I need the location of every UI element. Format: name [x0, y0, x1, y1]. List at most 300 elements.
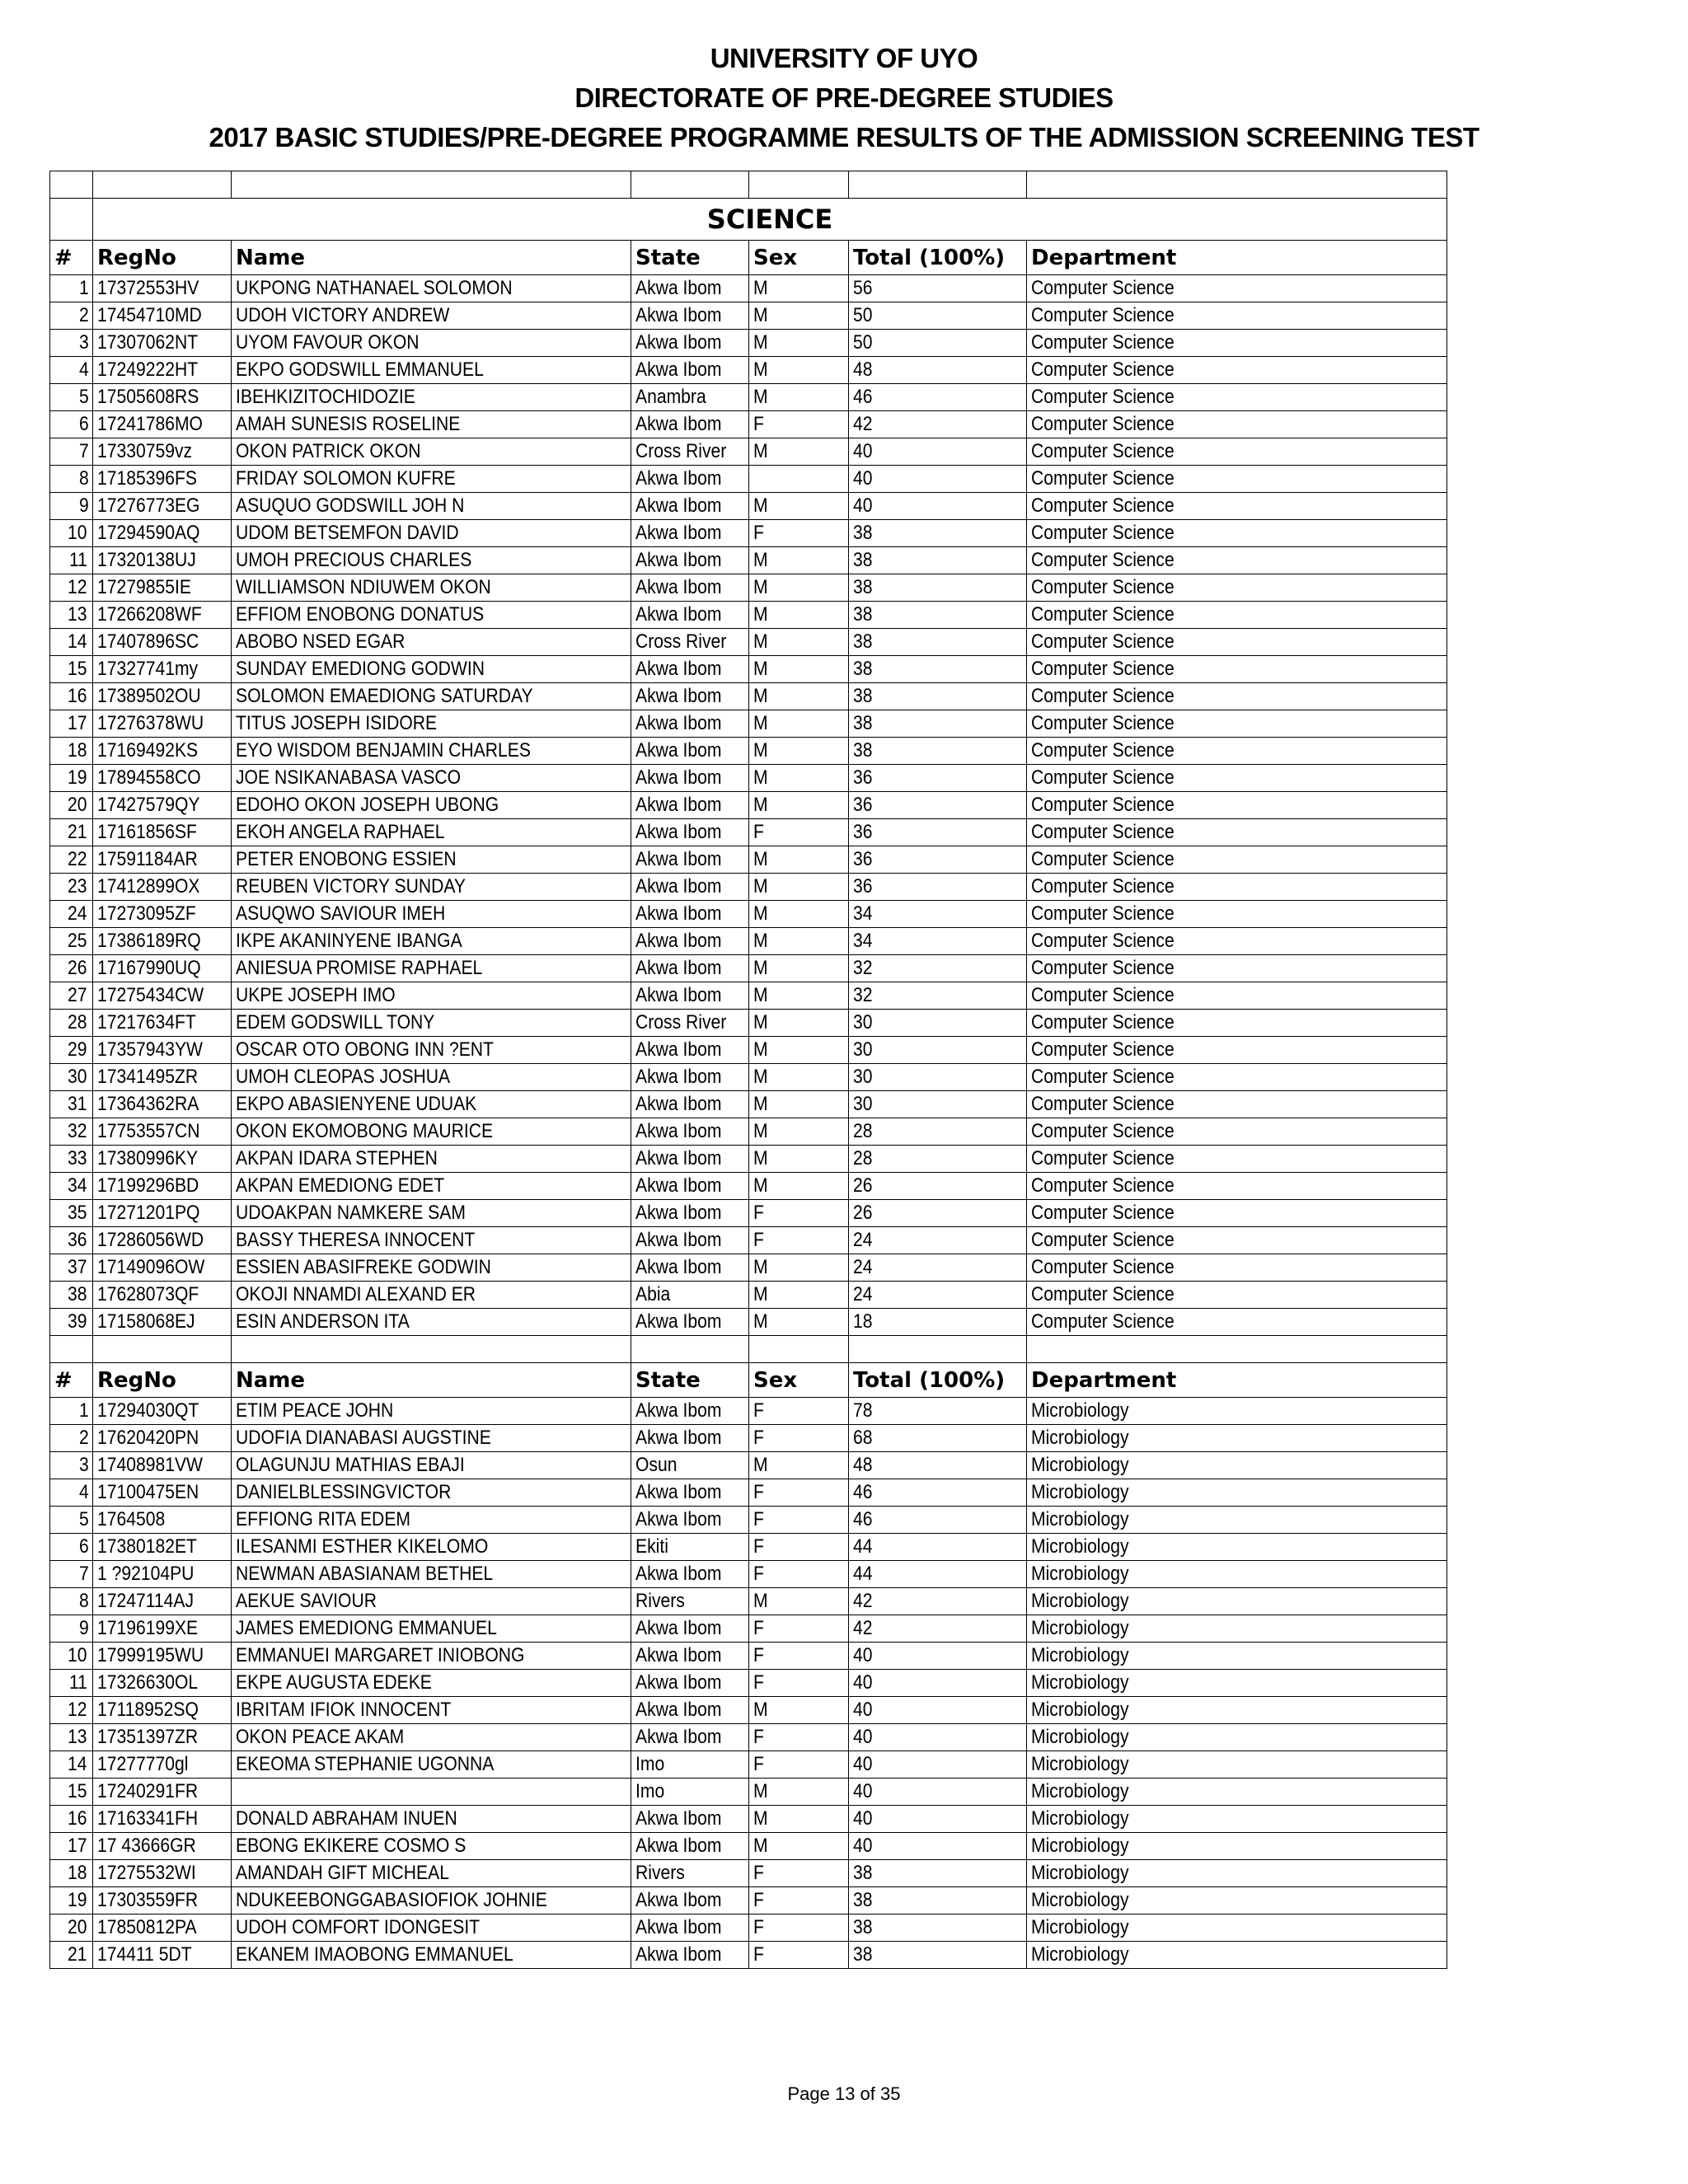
column-header-row-number: #	[50, 1363, 93, 1398]
results-table	[49, 171, 1447, 1969]
reg-no: 17247114AJ	[93, 1588, 232, 1615]
department: Computer Science	[1027, 438, 1447, 466]
reg-no: 17326630OL	[93, 1670, 232, 1697]
blank-cell	[1027, 171, 1447, 199]
reg-no: 17412899OX	[93, 874, 232, 901]
table-row	[50, 1915, 1447, 1942]
row-number: 21	[50, 819, 93, 846]
name: SUNDAY EMEDIONG GODWIN	[232, 656, 631, 683]
directorate-title: DIRECTORATE OF PRE-DEGREE STUDIES	[574, 82, 1114, 113]
sex: M	[749, 765, 849, 792]
blank-cell	[631, 171, 749, 199]
department: Computer Science	[1027, 1146, 1447, 1173]
name: EDOHO OKON JOSEPH UBONG	[232, 792, 631, 819]
table-row	[50, 710, 1447, 738]
name: NEWMAN ABASIANAM BETHEL	[232, 1561, 631, 1588]
name: EKOH ANGELA RAPHAEL	[232, 819, 631, 846]
row-number: 39	[50, 1309, 93, 1336]
total-score: 38	[849, 547, 1027, 574]
department: Computer Science	[1027, 1010, 1447, 1037]
row-number: 25	[50, 928, 93, 955]
department: Microbiology	[1027, 1643, 1447, 1670]
name: ILESANMI ESTHER KIKELOMO	[232, 1534, 631, 1561]
department: Computer Science	[1027, 765, 1447, 792]
name: UDOH COMFORT IDONGESIT	[232, 1915, 631, 1942]
sex: M	[749, 792, 849, 819]
name: JOE NSIKANABASA VASCO	[232, 765, 631, 792]
table-row	[50, 1010, 1447, 1037]
department: Computer Science	[1027, 901, 1447, 928]
name: EFFIONG RITA EDEM	[232, 1507, 631, 1534]
state: Akwa Ibom	[631, 1479, 749, 1507]
department: Computer Science	[1027, 384, 1447, 411]
row-number: 10	[50, 520, 93, 547]
department: Computer Science	[1027, 1091, 1447, 1118]
state: Akwa Ibom	[631, 1037, 749, 1064]
department: Computer Science	[1027, 411, 1447, 438]
total-score: 40	[849, 493, 1027, 520]
row-number: 24	[50, 901, 93, 928]
department: Computer Science	[1027, 846, 1447, 874]
state: Akwa Ibom	[631, 846, 749, 874]
reg-no: 17275434CW	[93, 982, 232, 1010]
university-title: UNIVERSITY OF UYO	[710, 43, 978, 73]
total-score: 34	[849, 928, 1027, 955]
sex: F	[749, 1398, 849, 1425]
total-score: 56	[849, 275, 1027, 302]
blank-cell	[749, 1336, 849, 1363]
row-number: 33	[50, 1146, 93, 1173]
department: Computer Science	[1027, 302, 1447, 330]
state: Akwa Ibom	[631, 1064, 749, 1091]
row-number: 30	[50, 1064, 93, 1091]
sex: F	[749, 1425, 849, 1452]
row-number: 8	[50, 466, 93, 493]
state: Akwa Ibom	[631, 928, 749, 955]
total-score: 36	[849, 874, 1027, 901]
department: Computer Science	[1027, 1037, 1447, 1064]
name: OLAGUNJU MATHIAS EBAJI	[232, 1452, 631, 1479]
row-number: 36	[50, 1227, 93, 1254]
total-score: 42	[849, 1615, 1027, 1643]
name: DANIELBLESSINGVICTOR	[232, 1479, 631, 1507]
table-row	[50, 792, 1447, 819]
total-score: 46	[849, 1479, 1027, 1507]
reg-no: 1764508	[93, 1507, 232, 1534]
reg-no: 17364362RA	[93, 1091, 232, 1118]
department: Computer Science	[1027, 955, 1447, 982]
table-row	[50, 520, 1447, 547]
table-row	[50, 1118, 1447, 1146]
reg-no: 17753557CN	[93, 1118, 232, 1146]
column-header-state: State	[631, 241, 749, 275]
row-number: 15	[50, 656, 93, 683]
name: ESSIEN ABASIFREKE GODWIN	[232, 1254, 631, 1282]
row-number: 16	[50, 1806, 93, 1833]
sex: M	[749, 1146, 849, 1173]
sex: M	[749, 1037, 849, 1064]
name: EKEOMA STEPHANIE UGONNA	[232, 1751, 631, 1779]
state: Akwa Ibom	[631, 1146, 749, 1173]
row-number: 3	[50, 1452, 93, 1479]
blank-cell	[749, 171, 849, 199]
state: Akwa Ibom	[631, 1915, 749, 1942]
sex: F	[749, 1670, 849, 1697]
sex: M	[749, 330, 849, 357]
department: Computer Science	[1027, 738, 1447, 765]
state: Akwa Ibom	[631, 1670, 749, 1697]
total-score: 40	[849, 1724, 1027, 1751]
name: UMOH PRECIOUS CHARLES	[232, 547, 631, 574]
reg-no: 17999195WU	[93, 1643, 232, 1670]
table-row	[50, 901, 1447, 928]
total-score: 40	[849, 1697, 1027, 1724]
sex: M	[749, 846, 849, 874]
reg-no: 17372553HV	[93, 275, 232, 302]
state: Akwa Ibom	[631, 411, 749, 438]
reg-no: 17351397ZR	[93, 1724, 232, 1751]
reg-no: 17277770gl	[93, 1751, 232, 1779]
column-header-sex: Sex	[749, 241, 849, 275]
department: Microbiology	[1027, 1779, 1447, 1806]
table-row	[50, 1751, 1447, 1779]
reg-no: 17149096OW	[93, 1254, 232, 1282]
row-number: 14	[50, 629, 93, 656]
name: REUBEN VICTORY SUNDAY	[232, 874, 631, 901]
row-number: 20	[50, 792, 93, 819]
sex: M	[749, 1779, 849, 1806]
column-header-department: Department	[1027, 1363, 1447, 1398]
table-row	[50, 1588, 1447, 1615]
table-row	[50, 411, 1447, 438]
sex: M	[749, 438, 849, 466]
state: Cross River	[631, 1010, 749, 1037]
department: Microbiology	[1027, 1398, 1447, 1425]
department: Computer Science	[1027, 466, 1447, 493]
reg-no: 17185396FS	[93, 466, 232, 493]
state: Akwa Ibom	[631, 955, 749, 982]
name: EKPO ABASIENYENE UDUAK	[232, 1091, 631, 1118]
department: Computer Science	[1027, 602, 1447, 629]
total-score: 38	[849, 629, 1027, 656]
name: IBEHKIZITOCHIDOZIE	[232, 384, 631, 411]
reg-no: 17276378WU	[93, 710, 232, 738]
state: Akwa Ibom	[631, 901, 749, 928]
total-score: 38	[849, 710, 1027, 738]
department: Computer Science	[1027, 520, 1447, 547]
state: Akwa Ibom	[631, 819, 749, 846]
reg-no: 17591184AR	[93, 846, 232, 874]
total-score: 38	[849, 683, 1027, 710]
sex: M	[749, 275, 849, 302]
reg-no: 17454710MD	[93, 302, 232, 330]
state: Akwa Ibom	[631, 1833, 749, 1860]
row-number: 1	[50, 275, 93, 302]
name: ABOBO NSED EGAR	[232, 629, 631, 656]
name: OKON EKOMOBONG MAURICE	[232, 1118, 631, 1146]
table-row	[50, 1227, 1447, 1254]
column-header-total-score: Total (100%)	[849, 241, 1027, 275]
table-row	[50, 1534, 1447, 1561]
department: Microbiology	[1027, 1507, 1447, 1534]
row-number: 19	[50, 765, 93, 792]
table-row	[50, 1091, 1447, 1118]
sex: M	[749, 901, 849, 928]
department: Microbiology	[1027, 1452, 1447, 1479]
table-row	[50, 1479, 1447, 1507]
row-number: 2	[50, 1425, 93, 1452]
state: Anambra	[631, 384, 749, 411]
state: Akwa Ibom	[631, 302, 749, 330]
reg-no: 17357943YW	[93, 1037, 232, 1064]
department: Computer Science	[1027, 275, 1447, 302]
state: Akwa Ibom	[631, 765, 749, 792]
total-score: 24	[849, 1254, 1027, 1282]
department: Microbiology	[1027, 1724, 1447, 1751]
row-number: 21	[50, 1942, 93, 1969]
total-score: 40	[849, 466, 1027, 493]
department: Microbiology	[1027, 1887, 1447, 1915]
reg-no: 17505608RS	[93, 384, 232, 411]
reg-no: 1 ?92104PU	[93, 1561, 232, 1588]
column-header-state: State	[631, 1363, 749, 1398]
sex: M	[749, 1588, 849, 1615]
table-row	[50, 1398, 1447, 1425]
total-score: 36	[849, 792, 1027, 819]
sex: F	[749, 1534, 849, 1561]
total-score: 40	[849, 1643, 1027, 1670]
table-row	[50, 1942, 1447, 1969]
table-row	[50, 574, 1447, 602]
total-score: 38	[849, 738, 1027, 765]
row-number: 28	[50, 1010, 93, 1037]
state: Akwa Ibom	[631, 1887, 749, 1915]
name: IBRITAM IFIOK INNOCENT	[232, 1697, 631, 1724]
row-number: 12	[50, 1697, 93, 1724]
table-row	[50, 982, 1447, 1010]
results-table-body	[50, 171, 1447, 1969]
department: Computer Science	[1027, 1173, 1447, 1200]
state: Akwa Ibom	[631, 683, 749, 710]
state: Akwa Ibom	[631, 1398, 749, 1425]
name: UKPONG NATHANAEL SOLOMON	[232, 275, 631, 302]
total-score: 40	[849, 438, 1027, 466]
sex: M	[749, 493, 849, 520]
row-number: 13	[50, 602, 93, 629]
total-score: 40	[849, 1751, 1027, 1779]
row-number: 4	[50, 357, 93, 384]
table-row	[50, 438, 1447, 466]
name: UMOH CLEOPAS JOSHUA	[232, 1064, 631, 1091]
reg-no: 174411 5DT	[93, 1942, 232, 1969]
total-score: 40	[849, 1779, 1027, 1806]
column-header-sex: Sex	[749, 1363, 849, 1398]
name: ETIM PEACE JOHN	[232, 1398, 631, 1425]
row-number: 23	[50, 874, 93, 901]
row-number: 9	[50, 1615, 93, 1643]
row-number: 7	[50, 1561, 93, 1588]
name: ESIN ANDERSON ITA	[232, 1309, 631, 1336]
sex: M	[749, 1697, 849, 1724]
total-score: 78	[849, 1398, 1027, 1425]
total-score: 38	[849, 1887, 1027, 1915]
name: WILLIAMSON NDIUWEM OKON	[232, 574, 631, 602]
department: Computer Science	[1027, 1064, 1447, 1091]
name: UDOFIA DIANABASI AUGSTINE	[232, 1425, 631, 1452]
sex: F	[749, 1561, 849, 1588]
table-row	[50, 1806, 1447, 1833]
table-row	[50, 466, 1447, 493]
row-number: 32	[50, 1118, 93, 1146]
name: IKPE AKANINYENE IBANGA	[232, 928, 631, 955]
sex: M	[749, 982, 849, 1010]
total-score: 48	[849, 1452, 1027, 1479]
name: EBONG EKIKERE COSMO S	[232, 1833, 631, 1860]
sex: F	[749, 520, 849, 547]
sex	[749, 466, 849, 493]
sex: F	[749, 1915, 849, 1942]
name: UKPE JOSEPH IMO	[232, 982, 631, 1010]
table-row	[50, 1309, 1447, 1336]
department: Computer Science	[1027, 357, 1447, 384]
name: EKANEM IMAOBONG EMMANUEL	[232, 1942, 631, 1969]
reg-no: 17167990UQ	[93, 955, 232, 982]
department: Computer Science	[1027, 928, 1447, 955]
reg-no: 17163341FH	[93, 1806, 232, 1833]
row-number: 38	[50, 1282, 93, 1309]
department: Computer Science	[1027, 683, 1447, 710]
row-number: 4	[50, 1479, 93, 1507]
reg-no: 17408981VW	[93, 1452, 232, 1479]
department: Computer Science	[1027, 982, 1447, 1010]
row-number: 12	[50, 574, 93, 602]
total-score: 42	[849, 1588, 1027, 1615]
reg-no: 17273095ZF	[93, 901, 232, 928]
state: Rivers	[631, 1588, 749, 1615]
total-score: 36	[849, 819, 1027, 846]
sex: M	[749, 1254, 849, 1282]
reg-no: 17389502OU	[93, 683, 232, 710]
department: Microbiology	[1027, 1833, 1447, 1860]
table-row	[50, 955, 1447, 982]
row-number: 14	[50, 1751, 93, 1779]
department: Computer Science	[1027, 1254, 1447, 1282]
total-score: 30	[849, 1010, 1027, 1037]
sex: M	[749, 357, 849, 384]
state: Akwa Ibom	[631, 1254, 749, 1282]
blank-row	[50, 171, 1447, 199]
state: Akwa Ibom	[631, 1425, 749, 1452]
table-row	[50, 1860, 1447, 1887]
row-number: 6	[50, 411, 93, 438]
row-number: 37	[50, 1254, 93, 1282]
reg-no: 17341495ZR	[93, 1064, 232, 1091]
department: Microbiology	[1027, 1588, 1447, 1615]
reg-no: 17628073QF	[93, 1282, 232, 1309]
total-score: 38	[849, 574, 1027, 602]
reg-no: 17294590AQ	[93, 520, 232, 547]
total-score: 30	[849, 1091, 1027, 1118]
department: Computer Science	[1027, 1200, 1447, 1227]
state: Akwa Ibom	[631, 1309, 749, 1336]
sex: F	[749, 1751, 849, 1779]
total-score: 34	[849, 901, 1027, 928]
department: Microbiology	[1027, 1697, 1447, 1724]
name: BASSY THERESA INNOCENT	[232, 1227, 631, 1254]
department: Microbiology	[1027, 1615, 1447, 1643]
page-number: Page 13 of 35	[787, 2083, 901, 2104]
total-score: 68	[849, 1425, 1027, 1452]
sex: M	[749, 1282, 849, 1309]
sex: M	[749, 1806, 849, 1833]
state: Osun	[631, 1452, 749, 1479]
blank-cell	[93, 1336, 232, 1363]
sex: M	[749, 602, 849, 629]
row-number: 27	[50, 982, 93, 1010]
row-number: 8	[50, 1588, 93, 1615]
department: Computer Science	[1027, 629, 1447, 656]
row-number: 1	[50, 1398, 93, 1425]
table-row	[50, 1064, 1447, 1091]
name	[232, 1779, 631, 1806]
sex: M	[749, 710, 849, 738]
department: Computer Science	[1027, 1118, 1447, 1146]
row-number: 16	[50, 683, 93, 710]
department: Microbiology	[1027, 1860, 1447, 1887]
row-number: 20	[50, 1915, 93, 1942]
state: Akwa Ibom	[631, 1942, 749, 1969]
row-number: 22	[50, 846, 93, 874]
reg-no: 17386189RQ	[93, 928, 232, 955]
state: Akwa Ibom	[631, 574, 749, 602]
name: EYO WISDOM BENJAMIN CHARLES	[232, 738, 631, 765]
department: Microbiology	[1027, 1915, 1447, 1942]
table-row	[50, 1779, 1447, 1806]
name: ASUQWO SAVIOUR IMEH	[232, 901, 631, 928]
state: Akwa Ibom	[631, 1615, 749, 1643]
department: Computer Science	[1027, 547, 1447, 574]
sex: M	[749, 928, 849, 955]
sex: M	[749, 1173, 849, 1200]
total-score: 38	[849, 602, 1027, 629]
state: Akwa Ibom	[631, 792, 749, 819]
name: EFFIOM ENOBONG DONATUS	[232, 602, 631, 629]
blank-cell	[631, 1336, 749, 1363]
sex: F	[749, 819, 849, 846]
reg-no: 17380182ET	[93, 1534, 232, 1561]
table-row	[50, 1833, 1447, 1860]
total-score: 38	[849, 1860, 1027, 1887]
reg-no: 17271201PQ	[93, 1200, 232, 1227]
reg-no: 17196199XE	[93, 1615, 232, 1643]
sex: M	[749, 683, 849, 710]
table-row	[50, 357, 1447, 384]
row-number: 29	[50, 1037, 93, 1064]
blank-cell	[1027, 1336, 1447, 1363]
row-number: 9	[50, 493, 93, 520]
column-header-name: Name	[232, 241, 631, 275]
sex: F	[749, 1942, 849, 1969]
state: Akwa Ibom	[631, 466, 749, 493]
sex: F	[749, 1507, 849, 1534]
name: EMMANUEI MARGARET INIOBONG	[232, 1643, 631, 1670]
sex: F	[749, 411, 849, 438]
reg-no: 17199296BD	[93, 1173, 232, 1200]
table-row	[50, 629, 1447, 656]
department: Microbiology	[1027, 1425, 1447, 1452]
blank-cell	[50, 1336, 93, 1363]
state: Akwa Ibom	[631, 656, 749, 683]
